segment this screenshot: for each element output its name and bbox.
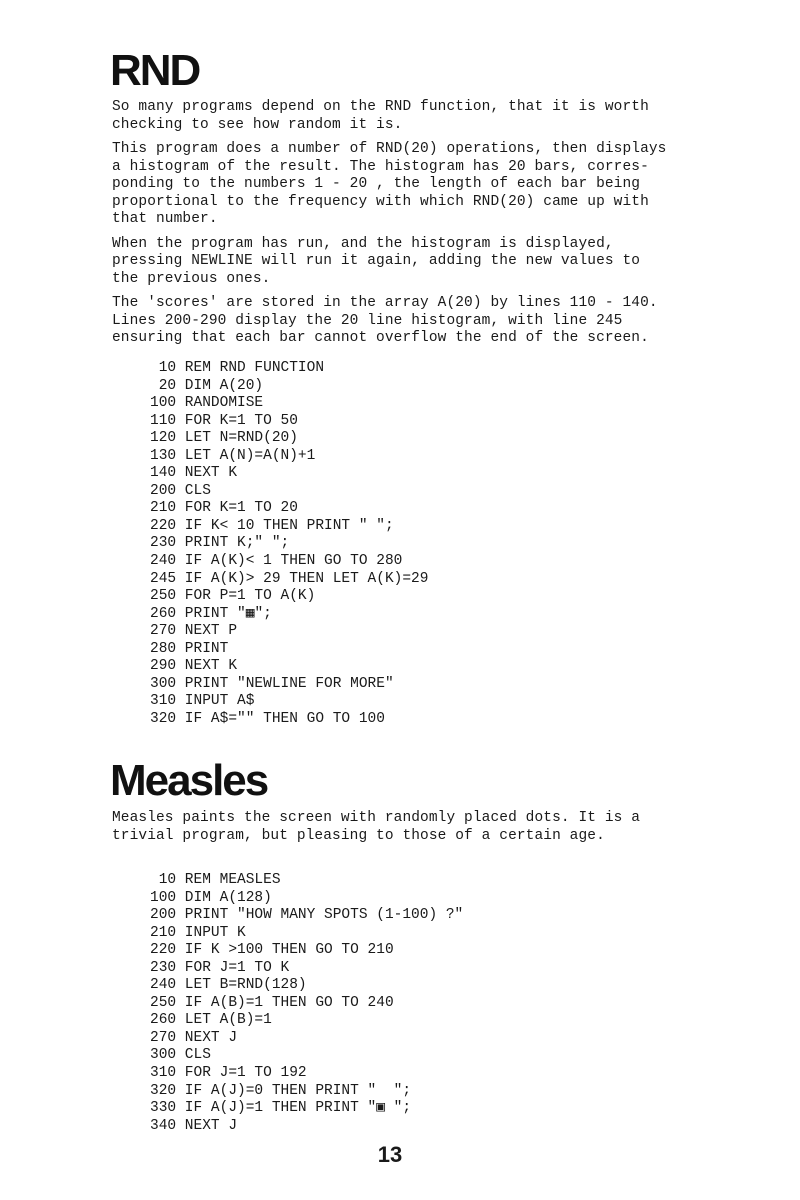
code-line: 240 LET B=RND(128) [150, 977, 307, 994]
code-line: 245 IF A(K)> 29 THEN LET A(K)=29 [150, 570, 429, 587]
code-line: 220 IF K >100 THEN GO TO 210 [150, 942, 394, 959]
code-line: 210 FOR K=1 TO 20 [150, 500, 298, 517]
code-line: 270 NEXT J [150, 1029, 238, 1046]
code-line: 230 PRINT K;" "; [150, 535, 290, 552]
code-line: 100 RANDOMISE [150, 395, 264, 412]
measles-paragraph: Measles paints the screen with randomly placed dots. It is a trivial program, but pleasing to those of a certain age. [112, 810, 641, 844]
code-line: 310 INPUT A$ [150, 693, 255, 710]
code-line: 320 IF A$="" THEN GO TO 100 [150, 710, 385, 727]
code-line: 310 FOR J=1 TO 192 [150, 1065, 307, 1082]
code-line: 260 PRINT "▦"; [150, 605, 272, 622]
rnd-description [112, 99, 732, 355]
rnd-heading: RND [110, 46, 200, 95]
code-line: 200 CLS [150, 482, 211, 499]
code-line: 300 CLS [150, 1047, 211, 1064]
code-line: 110 FOR K=1 TO 50 [150, 412, 298, 429]
code-line: 330 IF A(J)=1 THEN PRINT "▣ "; [150, 1100, 412, 1117]
code-line: 120 LET N=RND(20) [150, 430, 298, 447]
code-line: 210 INPUT K [150, 924, 246, 941]
code-line: 220 IF K< 10 THEN PRINT " "; [150, 517, 394, 534]
code-line: 280 PRINT [150, 640, 229, 657]
rnd-paragraph: This program does a number of RND(20) operations, then displays a histogram of the result. The histogram has 20 bars, corres- ponding to the numbers 1 - 20 , the length of each bar being proportional to the frequency with which RND(20) came up with that number. [112, 141, 667, 227]
code-line: 100 DIM A(128) [150, 889, 272, 906]
code-line: 230 FOR J=1 TO K [150, 959, 290, 976]
code-line: 240 IF A(K)< 1 THEN GO TO 280 [150, 553, 403, 570]
code-line: 340 NEXT J [150, 1117, 238, 1134]
measles-heading: Measles [110, 756, 268, 805]
code-line: 20 DIM A(20) [150, 377, 264, 394]
code-line: 200 PRINT "HOW MANY SPOTS (1-100) ?" [150, 907, 464, 924]
code-line: 290 NEXT K [150, 658, 238, 675]
measles-program-listing [150, 872, 463, 1135]
code-line: 140 NEXT K [150, 465, 238, 482]
rnd-paragraph: The 'scores' are stored in the array A(20) by lines 110 - 140. Lines 200-290 display the 20 line histogram, with line 245 ensuring that each bar cannot overflow the end of the screen. [112, 295, 658, 346]
code-line: 10 REM MEASLES [150, 872, 281, 888]
code-line: 260 LET A(B)=1 [150, 1012, 272, 1029]
code-line: 130 LET A(N)=A(N)+1 [150, 447, 316, 464]
rnd-program-listing [150, 360, 428, 728]
rnd-paragraph: So many programs depend on the RND function, that it is worth checking to see how random it is. [112, 99, 649, 133]
code-line: 320 IF A(J)=0 THEN PRINT " "; [150, 1082, 412, 1099]
code-line: 270 NEXT P [150, 623, 238, 640]
rnd-paragraph: When the program has run, and the histogram is displayed, pressing NEWLINE will run it again, adding the new values to the previous ones. [112, 235, 641, 287]
code-line: 250 FOR P=1 TO A(K) [150, 588, 316, 605]
code-line: 250 IF A(B)=1 THEN GO TO 240 [150, 994, 394, 1011]
code-line: 300 PRINT "NEWLINE FOR MORE" [150, 675, 394, 692]
page-number: 13 [377, 1142, 403, 1167]
measles-description [112, 810, 732, 852]
code-line: 10 REM RND FUNCTION [150, 360, 325, 376]
